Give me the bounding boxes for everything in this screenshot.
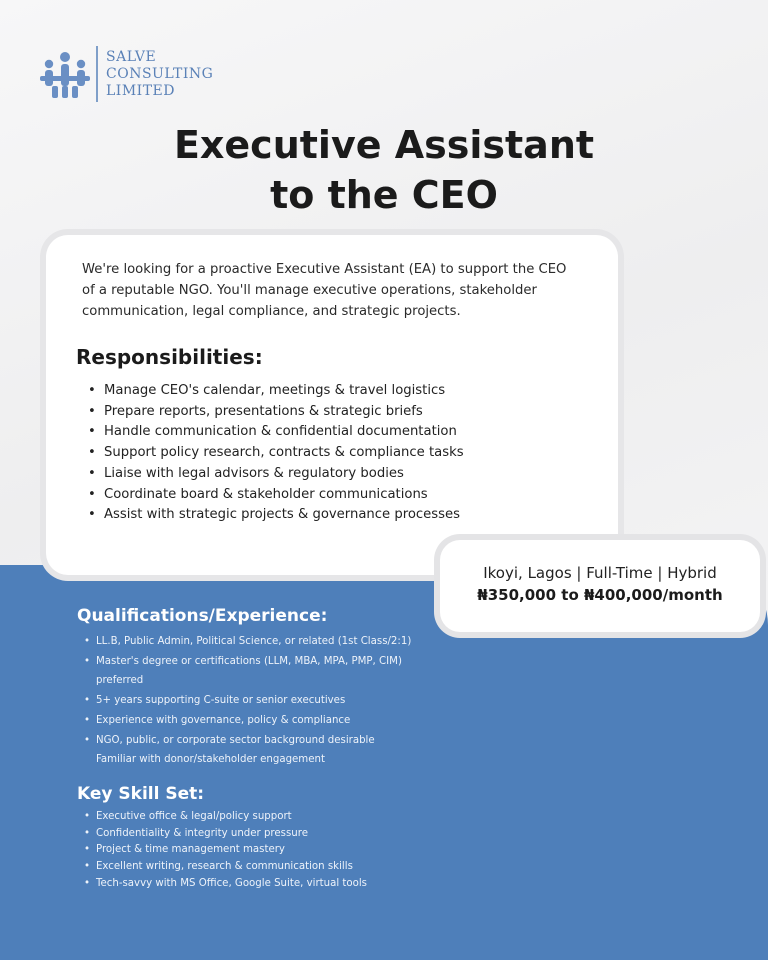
responsibilities-list xyxy=(88,381,464,526)
list-item: • Liaise with legal advisors & regulatory bodies xyxy=(88,464,464,485)
list-item: • Experience with governance, policy & compliance xyxy=(84,711,444,731)
list-item: • Executive office & legal/policy support xyxy=(84,809,367,826)
company-name-line1: SALVE xyxy=(106,48,157,65)
job-title-line2: to the CEO xyxy=(270,173,498,217)
list-item: • Tech-savvy with MS Office, Google Suite, virtual tools xyxy=(84,876,367,893)
list-item: • Assist with strategic projects & governance processes xyxy=(88,505,464,526)
list-item: • 5+ years supporting C-suite or senior executives xyxy=(84,691,444,711)
list-item: • Master's degree or certifications (LLM, MBA, MPA, PMP, CIM) xyxy=(84,652,444,672)
company-name-line3: LIMITED xyxy=(106,82,175,99)
list-item: • NGO, public, or corporate sector background desirable xyxy=(84,731,444,751)
company-name xyxy=(106,49,213,100)
job-location: Ikoyi, Lagos | Full-Time | Hybrid xyxy=(483,564,717,582)
list-item: • Excellent writing, research & communication skills xyxy=(84,859,367,876)
job-info-card xyxy=(440,540,760,632)
qualifications-heading: Qualifications/Experience: xyxy=(77,606,328,626)
list-item: • LL.B, Public Admin, Political Science, or related (1st Class/2:1) xyxy=(84,632,444,652)
skills-heading: Key Skill Set: xyxy=(77,784,205,804)
responsibilities-heading: Responsibilities: xyxy=(76,345,263,369)
qualifications-list xyxy=(84,632,444,770)
list-item: • Manage CEO's calendar, meetings & travel logistics xyxy=(88,381,464,402)
job-salary: ₦350,000 to ₦400,000/month xyxy=(477,586,723,604)
job-intro: We're looking for a proactive Executive Assistant (EA) to support the CEO of a reputable NGO. You'll manage executive operations, stakeholder communication, legal compliance, and strategic projects. xyxy=(82,262,567,319)
company-name-line2: CONSULTING xyxy=(106,65,214,82)
list-item: • Support policy research, contracts & compliance tasks xyxy=(88,443,464,464)
list-item-continuation: Familiar with donor/stakeholder engagement xyxy=(96,754,325,766)
responsibilities-card xyxy=(46,235,618,575)
company-logo xyxy=(38,46,213,102)
people-network-icon xyxy=(38,48,92,100)
job-title xyxy=(0,120,768,220)
list-item: • Handle communication & confidential documentation xyxy=(88,422,464,443)
job-title-line1: Executive Assistant xyxy=(173,123,595,167)
logo-divider xyxy=(96,46,98,102)
skills-list xyxy=(84,809,367,893)
list-item: • Confidentiality & integrity under pressure xyxy=(84,826,367,843)
list-item: • Prepare reports, presentations & strategic briefs xyxy=(88,402,464,423)
list-item: • Project & time management mastery xyxy=(84,842,367,859)
list-item-continuation: preferred xyxy=(96,675,144,687)
list-item: • Coordinate board & stakeholder communications xyxy=(88,485,464,506)
